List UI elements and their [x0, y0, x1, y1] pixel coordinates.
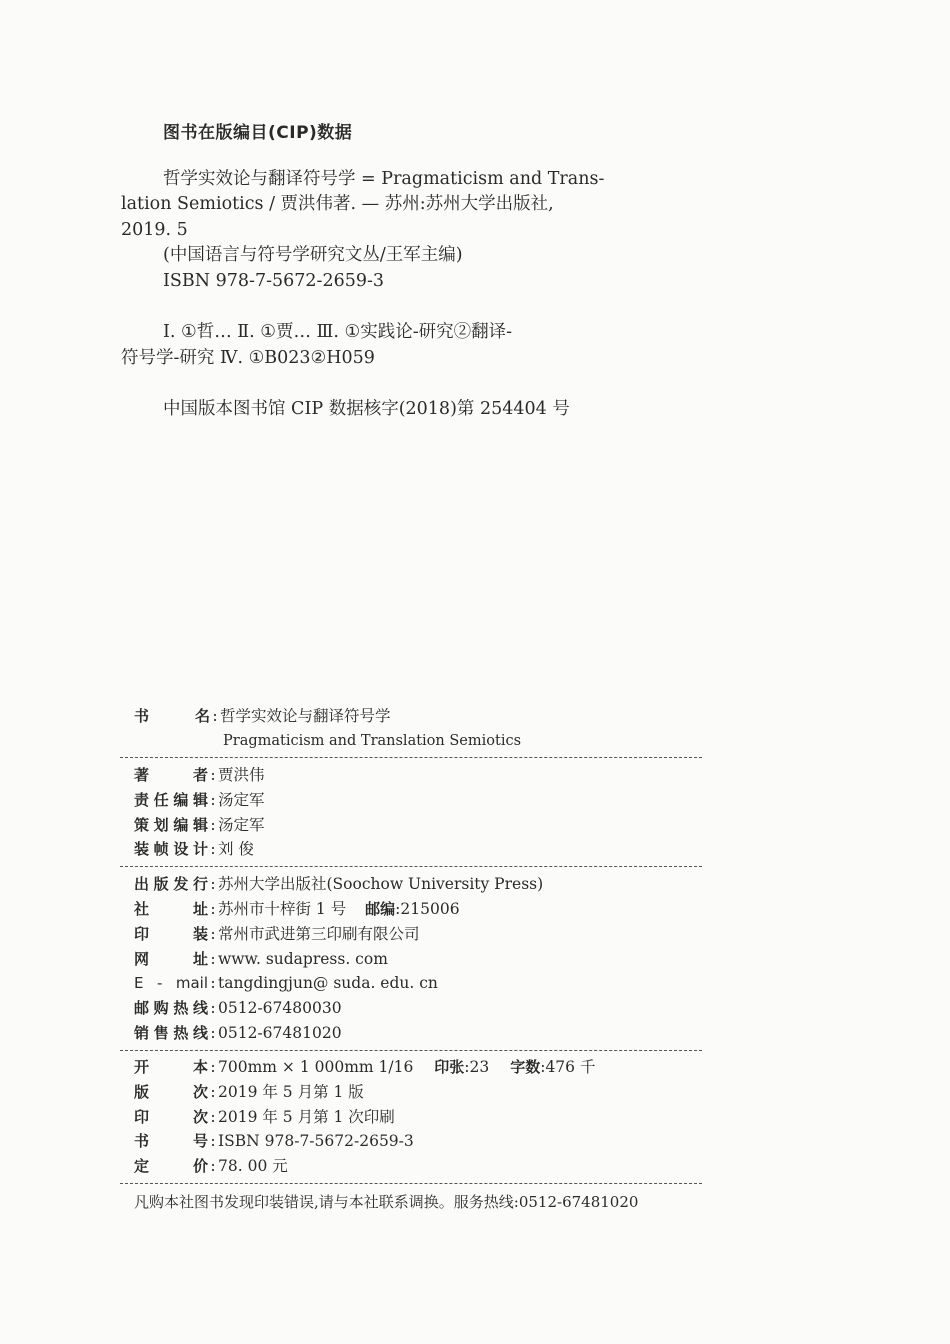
- author-row: 著者 : 贾洪伟: [134, 766, 265, 784]
- isbn-value: ISBN 978-7-5672-2659-3: [218, 1132, 414, 1150]
- edition-label: 版次: [134, 1083, 208, 1101]
- printer-label: 印装: [134, 925, 208, 943]
- divider: [120, 1183, 702, 1184]
- author-label: 著者: [134, 766, 208, 784]
- cip-line: 中国版本图书馆 CIP 数据核字(2018)第 254404 号: [163, 399, 570, 419]
- website-label: 网址: [134, 950, 208, 968]
- sheets-label: 印张: [434, 1058, 465, 1076]
- book-name-row: 书名 : 哲学实效论与翻译符号学: [134, 707, 391, 725]
- words-label: 字数: [510, 1058, 541, 1076]
- printer-row: 印装 : 常州市武进第三印刷有限公司: [134, 925, 420, 943]
- editor-label: 责任编辑: [134, 791, 208, 809]
- format-label: 开本: [134, 1058, 208, 1076]
- price-row: 定价 : 78. 00 元: [134, 1157, 288, 1175]
- words-value: 476 千: [545, 1058, 596, 1076]
- publisher-row: 出版发行 : 苏州大学出版社(Soochow University Press): [134, 875, 544, 893]
- printer-value: 常州市武进第三印刷有限公司: [218, 925, 420, 943]
- address-label: 社址: [134, 900, 208, 918]
- divider: [120, 866, 702, 867]
- cip-line: 2019. 5: [121, 220, 188, 240]
- divider: [120, 757, 702, 758]
- isbn-row: 书号 : ISBN 978-7-5672-2659-3: [134, 1132, 414, 1150]
- email-label: E - mail: [134, 974, 208, 992]
- book-name-label: 书名: [134, 707, 210, 725]
- postcode-label: 邮编: [365, 900, 396, 918]
- book-name-en: Pragmaticism and Translation Semiotics: [223, 733, 522, 749]
- book-name-cn: 哲学实效论与翻译符号学: [220, 707, 391, 725]
- mail-order-value: 0512-67480030: [218, 999, 342, 1017]
- cip-line: (中国语言与符号学研究文丛/王军主编): [163, 245, 463, 265]
- cip-line: Ⅰ. ①哲… Ⅱ. ①贾… Ⅲ. ①实践论-研究②翻译-: [163, 322, 513, 342]
- footer-note: 凡购本社图书发现印装错误,请与本社联系调换。服务热线:0512-67481020: [134, 1193, 639, 1211]
- publisher-label: 出版发行: [134, 875, 208, 893]
- designer-value: 刘 俊: [218, 840, 254, 858]
- editor-value: 汤定军: [218, 791, 265, 809]
- designer-label: 装帧设计: [134, 840, 208, 858]
- website-row: 网址 : www. sudapress. com: [134, 950, 388, 968]
- sales-value: 0512-67481020: [218, 1024, 342, 1042]
- editor-row: 责任编辑 : 汤定军: [134, 791, 265, 809]
- cip-title: 图书在版编目(CIP)数据: [163, 123, 353, 143]
- cip-line: 哲学实效论与翻译符号学 = Pragmaticism and Trans-: [163, 169, 605, 189]
- printing-value: 2019 年 5 月第 1 次印刷: [218, 1108, 395, 1126]
- planner-row: 策划编辑 : 汤定军: [134, 816, 265, 834]
- cip-line: ISBN 978-7-5672-2659-3: [163, 271, 385, 291]
- format-row: 开本 : 700mm × 1 000mm 1/16 印张:23 字数:476 千: [134, 1058, 596, 1076]
- mail-order-label: 邮购热线: [134, 999, 208, 1017]
- designer-row: 装帧设计 : 刘 俊: [134, 840, 254, 858]
- email-link[interactable]: tangdingjun@ suda. edu. cn: [218, 974, 438, 992]
- divider: [120, 1050, 702, 1051]
- postcode-value: 215006: [400, 900, 460, 918]
- author-value: 贾洪伟: [218, 766, 265, 784]
- address-value: 苏州市十梓街 1 号: [218, 900, 347, 918]
- website-link[interactable]: www. sudapress. com: [218, 950, 388, 968]
- cip-line: 符号学-研究 Ⅳ. ①B023②H059: [121, 348, 375, 368]
- cip-line: lation Semiotics / 贾洪伟著. — 苏州:苏州大学出版社,: [121, 194, 554, 214]
- sales-label: 销售热线: [134, 1024, 208, 1042]
- format-value: 700mm × 1 000mm 1/16: [218, 1058, 414, 1076]
- price-value: 78. 00 元: [218, 1157, 288, 1175]
- sales-row: 销售热线 : 0512-67481020: [134, 1024, 342, 1042]
- printing-label: 印次: [134, 1108, 208, 1126]
- price-label: 定价: [134, 1157, 208, 1175]
- edition-value: 2019 年 5 月第 1 版: [218, 1083, 364, 1101]
- sheets-value: 23: [469, 1058, 490, 1076]
- printing-row: 印次 : 2019 年 5 月第 1 次印刷: [134, 1108, 395, 1126]
- address-row: 社址 : 苏州市十梓街 1 号 邮编:215006: [134, 900, 460, 918]
- planner-value: 汤定军: [218, 816, 265, 834]
- mail-order-row: 邮购热线 : 0512-67480030: [134, 999, 342, 1017]
- publisher-value: 苏州大学出版社(Soochow University Press): [218, 875, 544, 893]
- isbn-label: 书号: [134, 1132, 208, 1150]
- planner-label: 策划编辑: [134, 816, 208, 834]
- edition-row: 版次 : 2019 年 5 月第 1 版: [134, 1083, 364, 1101]
- email-row: E - mail : tangdingjun@ suda. edu. cn: [134, 974, 438, 992]
